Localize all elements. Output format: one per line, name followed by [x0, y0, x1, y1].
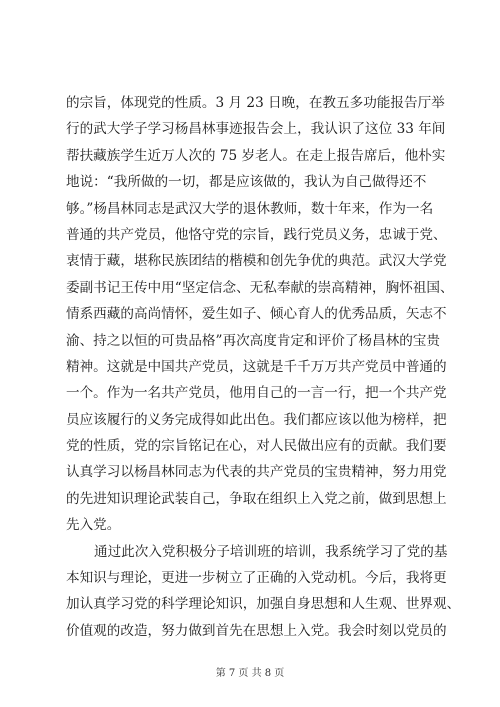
text-line: 普通的共产党员，他恪守党的宗旨，践行党员义务，忠诚于党、 [66, 226, 447, 243]
text-line: 的先进知识理论武装自己，争取在组织上入党之前，做到思想上 [66, 490, 447, 507]
text-line: 地说：“我所做的一切，都是应该做的，我认为自己做得还不 [66, 174, 427, 191]
paragraph-1 [66, 90, 454, 539]
text-line: 员应该履行的义务完成得如此出色。我们都应该以他为榜样，把 [66, 411, 447, 428]
text-line: 行的武大学子学习杨昌林事迹报告会上，我认识了这位 33 年间 [66, 121, 446, 138]
text-line: 先入党。 [66, 517, 121, 534]
text-line: 一个。作为一名共产党员，他用自己的一言一行，把一个共产党 [66, 385, 447, 402]
text-line: 本知识与理论，更进一步树立了正确的入党动机。今后，我将更 [66, 570, 447, 587]
text-line: 委副书记王传中用“坚定信念、无私奉献的崇高精神，胸怀祖国、 [66, 279, 454, 296]
paragraph-2 [66, 539, 461, 645]
text-line: 情系西藏的高尚情怀，爱生如子、倾心育人的优秀品质，矢志不 [66, 306, 447, 323]
page-footer: 第 7 页 共 8 页 [215, 668, 285, 679]
text-line: 够。”杨昌林同志是武汉大学的退休教师，数十年来，作为一名 [66, 200, 434, 217]
text-line: 的宗旨，体现党的性质。3 月 23 日晚，在教五多功能报告厅举 [66, 95, 445, 111]
document-body [66, 90, 461, 644]
text-line: 加认真学习党的科学理论知识，加强自身思想和人生观、世界观、 [66, 596, 461, 613]
text-line: 认真学习以杨昌林同志为代表的共产党员的宝贵精神，努力用党 [66, 464, 447, 481]
text-line: 党的性质，党的宗旨铭记在心，对人民做出应有的贡献。我们要 [66, 438, 447, 455]
text-line: 价值观的改造，努力做到首先在思想上入党。我会时刻以党员的 [66, 622, 447, 639]
text-line: 渝、持之以恒的可贵品格”再次高度肯定和评价了杨昌林的宝贵 [66, 332, 440, 349]
text-line: 衷情于藏，堪称民族团结的楷模和创先争优的典范。武汉大学党 [66, 253, 447, 270]
text-line: 帮扶藏族学生近万人次的 75 岁老人。在走上报告席后，他朴实 [66, 147, 446, 164]
text-line: 通过此次入党积极分子培训班的培训，我系统学习了党的基 [94, 543, 448, 560]
text-line: 精神。这就是中国共产党员，这就是千千万万共产党员中普通的 [66, 358, 447, 375]
